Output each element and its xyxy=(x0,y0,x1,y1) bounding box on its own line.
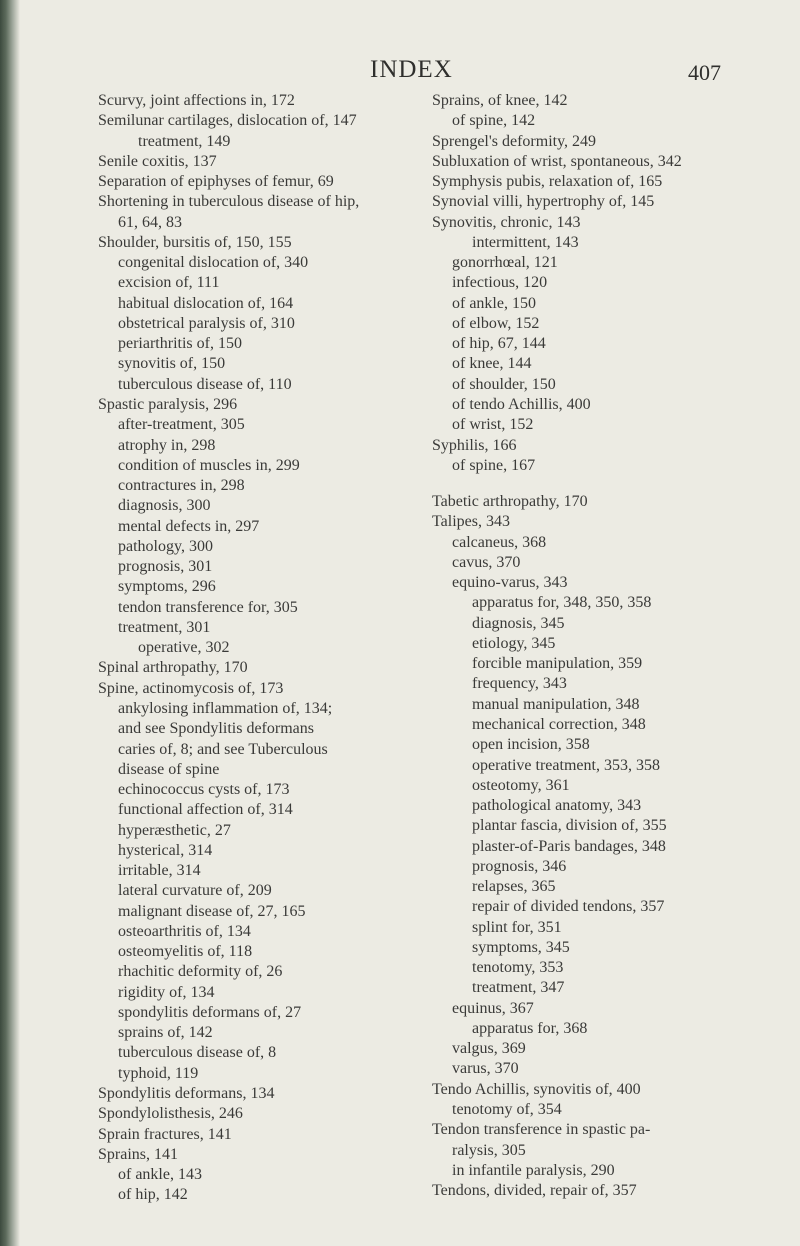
page-title: INDEX xyxy=(370,56,453,83)
index-subentry: equino-varus, 343 xyxy=(452,574,568,592)
index-subentry: lateral curvature of, 209 xyxy=(118,882,272,900)
index-subentry: of hip, 142 xyxy=(118,1186,188,1204)
index-subentry: pathological anatomy, 343 xyxy=(472,797,642,815)
index-subentry: obstetrical paralysis of, 310 xyxy=(118,314,295,332)
index-entry: Synovial villi, hypertrophy of, 145 xyxy=(432,193,655,211)
index-subentry: valgus, 369 xyxy=(452,1040,526,1058)
index-subentry: prognosis, 346 xyxy=(472,857,567,875)
index-subentry: contractures in, 298 xyxy=(118,477,245,495)
index-entry: Scurvy, joint affections in, 172 xyxy=(98,92,295,109)
index-subentry: rhachitic deformity of, 26 xyxy=(118,963,283,981)
index-entry: Tendons, divided, repair of, 357 xyxy=(432,1182,637,1200)
index-subentry: repair of divided tendons, 357 xyxy=(472,898,665,916)
index-subentry: disease of spine xyxy=(118,760,220,778)
index-subentry: diagnosis, 345 xyxy=(472,614,565,632)
index-entry: Spine, actinomycosis of, 173 xyxy=(98,679,284,697)
page-binding-edge xyxy=(0,0,20,1246)
index-subentry: of shoulder, 150 xyxy=(452,375,556,393)
index-entry: Sprains, of knee, 142 xyxy=(432,92,568,109)
running-head xyxy=(0,56,800,86)
index-entry: Senile coxitis, 137 xyxy=(98,152,217,170)
index-subentry: irritable, 314 xyxy=(118,862,201,880)
index-subentry: etiology, 345 xyxy=(472,634,556,652)
index-column-right xyxy=(432,91,757,1201)
index-subentry: atrophy in, 298 xyxy=(118,436,216,454)
index-entry: Spinal arthropathy, 170 xyxy=(98,659,248,677)
index-subentry: osteomyelitis of, 118 xyxy=(118,943,253,961)
index-subentry: sprains of, 142 xyxy=(118,1024,213,1042)
index-subentry: operative, 302 xyxy=(138,639,230,657)
index-entry: Sprengel's deformity, 249 xyxy=(432,132,597,150)
index-entry: Shortening in tuberculous disease of hip, xyxy=(98,193,360,211)
index-entry: Spondylolisthesis, 246 xyxy=(98,1105,243,1123)
index-entry: Spastic paralysis, 296 xyxy=(98,395,238,413)
index-subentry: mental defects in, 297 xyxy=(118,517,260,535)
index-block-s-entries xyxy=(432,91,757,476)
index-subentry: apparatus for, 368 xyxy=(472,1019,588,1037)
index-subentry: symptoms, 296 xyxy=(118,578,216,596)
index-entry: Semilunar cartilages, dislocation of, 147 xyxy=(98,112,357,130)
index-subentry: in infantile paralysis, 290 xyxy=(452,1161,615,1179)
index-subentry: tuberculous disease of, 8 xyxy=(118,1044,277,1062)
index-entry: Syphilis, 166 xyxy=(432,436,517,454)
index-subentry: splint for, 351 xyxy=(472,918,562,936)
index-subentry: equinus, 367 xyxy=(452,999,534,1017)
index-block-t-entries xyxy=(432,492,757,1201)
index-subentry: typhoid, 119 xyxy=(118,1064,199,1082)
index-subentry: manual manipulation, 348 xyxy=(472,695,640,713)
index-subentry: varus, 370 xyxy=(452,1060,519,1078)
index-subentry: treatment, 347 xyxy=(472,979,565,997)
index-entry: Sprains, 141 xyxy=(98,1145,178,1163)
index-subentry: rigidity of, 134 xyxy=(118,983,215,1001)
index-subentry: synovitis of, 150 xyxy=(118,355,226,373)
index-subentry: gonorrhœal, 121 xyxy=(452,254,558,272)
index-subentry: 61, 64, 83 xyxy=(118,213,182,231)
index-entry: Spondylitis deformans, 134 xyxy=(98,1085,275,1103)
index-subentry: tendon transference for, 305 xyxy=(118,598,298,616)
index-subentry: of ankle, 150 xyxy=(452,294,536,312)
index-entry: Symphysis pubis, relaxation of, 165 xyxy=(432,173,663,191)
index-subentry: of tendo Achillis, 400 xyxy=(452,395,591,413)
index-subentry: hyperæsthetic, 27 xyxy=(118,821,231,839)
index-subentry: ralysis, 305 xyxy=(452,1141,526,1159)
index-subentry: plaster-of-Paris bandages, 348 xyxy=(472,837,666,855)
index-subentry: congenital dislocation of, 340 xyxy=(118,254,309,272)
index-entry: Talipes, 343 xyxy=(432,513,510,531)
index-subentry: hysterical, 314 xyxy=(118,841,213,859)
index-subentry: intermittent, 143 xyxy=(472,233,579,251)
index-subentry: malignant disease of, 27, 165 xyxy=(118,902,306,920)
index-subentry: forcible manipulation, 359 xyxy=(472,655,643,673)
index-subentry: cavus, 370 xyxy=(452,553,521,571)
index-subentry: of spine, 142 xyxy=(452,112,536,130)
index-subentry: condition of muscles in, 299 xyxy=(118,456,300,474)
index-subentry: echinococcus cysts of, 173 xyxy=(118,781,290,799)
index-column-left xyxy=(98,91,418,1206)
index-subentry: open incision, 358 xyxy=(472,736,590,754)
index-subentry: mechanical correction, 348 xyxy=(472,715,646,733)
index-entry: Sprain fractures, 141 xyxy=(98,1125,232,1143)
index-entry: Tendon transference in spastic pa- xyxy=(432,1121,651,1139)
index-entry: Subluxation of wrist, spontaneous, 342 xyxy=(432,152,682,170)
index-subentry: functional affection of, 314 xyxy=(118,801,293,819)
index-subentry: apparatus for, 348, 350, 358 xyxy=(472,594,652,612)
page-number: 407 xyxy=(688,60,721,85)
index-entry: Tendo Achillis, synovitis of, 400 xyxy=(432,1080,641,1098)
index-subentry: ankylosing inflammation of, 134; xyxy=(118,699,333,717)
index-subentry: of spine, 167 xyxy=(452,456,536,474)
index-subentry: infectious, 120 xyxy=(452,274,548,292)
index-subentry: osteotomy, 361 xyxy=(472,776,570,794)
index-entry: Tabetic arthropathy, 170 xyxy=(432,493,588,511)
section-gap xyxy=(432,476,757,492)
index-subentry: prognosis, 301 xyxy=(118,558,213,576)
index-subentry: excision of, 111 xyxy=(118,274,220,292)
index-entry: Shoulder, bursitis of, 150, 155 xyxy=(98,233,292,251)
index-entry: Separation of epiphyses of femur, 69 xyxy=(98,173,334,191)
index-subentry: operative treatment, 353, 358 xyxy=(472,756,660,774)
index-subentry: calcaneus, 368 xyxy=(452,533,547,551)
index-subentry: frequency, 343 xyxy=(472,675,567,693)
index-subentry: plantar fascia, division of, 355 xyxy=(472,817,667,835)
index-subentry: and see Spondylitis deformans xyxy=(118,720,314,738)
index-subentry: relapses, 365 xyxy=(472,878,556,896)
index-subentry: of hip, 67, 144 xyxy=(452,335,546,353)
index-subentry: tuberculous disease of, 110 xyxy=(118,375,292,393)
index-subentry: of knee, 144 xyxy=(452,355,532,373)
index-subentry: symptoms, 345 xyxy=(472,938,570,956)
index-subentry: of elbow, 152 xyxy=(452,314,540,332)
index-subentry: pathology, 300 xyxy=(118,537,213,555)
index-subentry: of ankle, 143 xyxy=(118,1166,202,1184)
index-subentry: osteoarthritis of, 134 xyxy=(118,922,251,940)
index-subentry: treatment, 301 xyxy=(118,618,211,636)
index-subentry: habitual dislocation of, 164 xyxy=(118,294,294,312)
index-subentry: periarthritis of, 150 xyxy=(118,335,242,353)
index-subentry: caries of, 8; and see Tuberculous xyxy=(118,740,328,758)
index-subentry: after-treatment, 305 xyxy=(118,416,245,434)
index-subentry: of wrist, 152 xyxy=(452,416,534,434)
index-entry: Synovitis, chronic, 143 xyxy=(432,213,581,231)
index-subentry: diagnosis, 300 xyxy=(118,497,211,515)
index-subentry: treatment, 149 xyxy=(138,132,231,150)
index-subentry: spondylitis deformans of, 27 xyxy=(118,1003,302,1021)
index-subentry: tenotomy of, 354 xyxy=(452,1101,562,1119)
index-subentry: tenotomy, 353 xyxy=(472,959,564,977)
